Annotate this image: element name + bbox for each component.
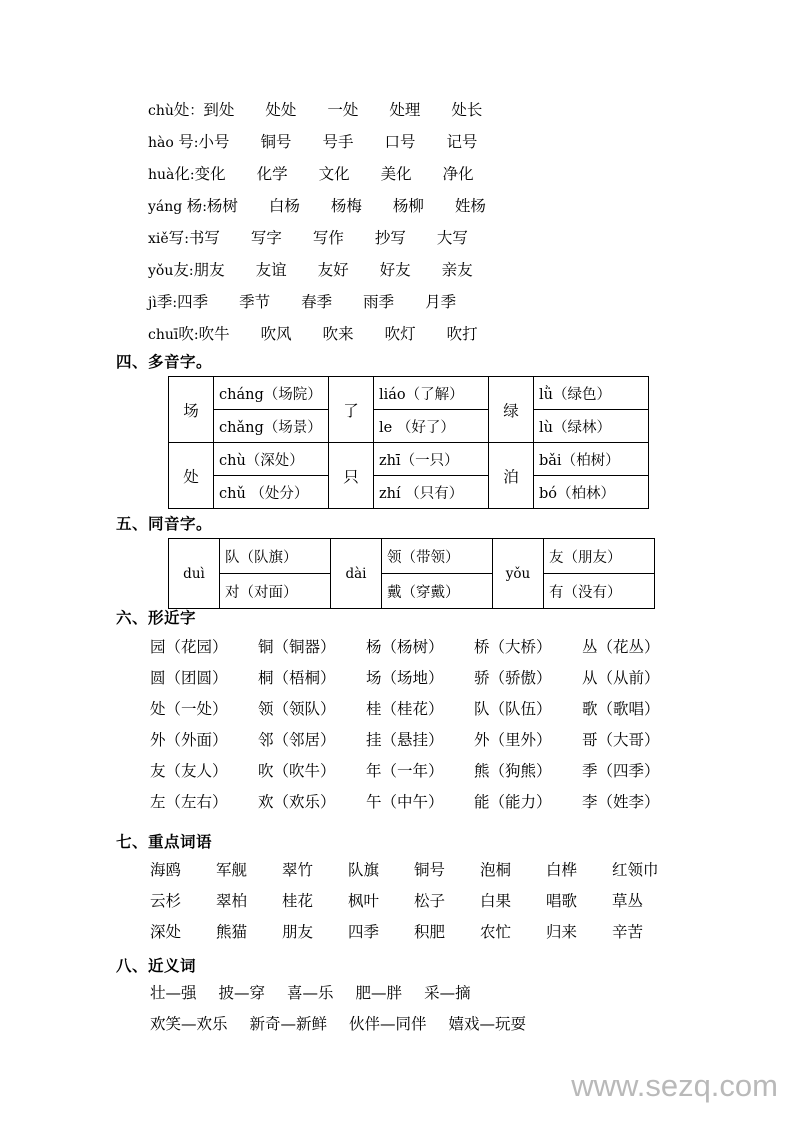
xingjinzi-item: 李（姓李） [582,793,660,811]
synonyms-block [150,978,670,1040]
xingjinzi-item: 能（能力） [474,793,552,811]
keyword-item: 翠竹 [282,861,314,879]
duoyinzi-reading: chù（深处） [214,443,329,476]
xingjinzi-item: 熊（狗熊） [474,762,552,780]
xingjinzi-item: 从（从前） [582,669,660,687]
duoyinzi-reading: liáo（了解） [374,377,489,410]
synonyms-row [150,1009,670,1040]
keyword-item: 唱歌 [546,892,578,910]
keyword-item: 海鸥 [150,861,182,879]
pinyin-label: chù处： [148,101,204,119]
tongyinzi-char: 队（队旗） [220,539,331,574]
synonym-pair: 新奇—新鲜 [249,1015,328,1033]
duoyinzi-reading: cháng（场院） [214,377,329,410]
pinyin-row [148,126,708,158]
duoyinzi-reading: lǜ（绿色） [534,377,649,410]
pinyin-row [148,158,708,190]
synonyms-row [150,978,670,1009]
duoyinzi-reading: le （好了） [374,410,489,443]
xingjinzi-item: 外（外面） [150,731,228,749]
pinyin-row [148,94,708,126]
table-row [169,377,649,410]
keyword-item: 铜号 [414,861,446,879]
pinyin-words: 到处 处处 一处 处理 处长 [203,101,483,119]
pinyin-label: yáng 杨: [148,197,207,215]
duoyinzi-char: 只 [329,443,374,509]
duoyinzi-char: 了 [329,377,374,443]
duoyinzi-char: 泊 [489,443,534,509]
tongyinzi-table [168,538,655,609]
pinyin-words: 四季 季节 春季 雨季 月季 [177,293,457,311]
keyword-item: 朋友 [282,923,314,941]
keyword-item: 队旗 [348,861,380,879]
table-row [169,476,649,509]
xingjinzi-item: 歌（歌唱） [582,700,660,718]
synonym-pair: 采—摘 [424,984,471,1002]
keyword-item: 白果 [480,892,512,910]
xingjinzi-item: 季（四季） [582,762,660,780]
xingjinzi-item: 哥（大哥） [582,731,660,749]
duoyinzi-reading: zhí （只有） [374,476,489,509]
xingjinzi-item: 处（一处） [150,700,228,718]
duoyinzi-reading: bǎi（柏树） [534,443,649,476]
section-heading-duoyinzi: 四、多音字。 [116,352,213,371]
duoyinzi-reading: chǎng（场景） [214,410,329,443]
keywords-row [150,855,659,886]
synonym-pair: 披—穿 [218,984,266,1002]
keyword-item: 熊猫 [216,923,248,941]
tongyinzi-pinyin: duì [169,539,220,609]
synonym-pair: 喜—乐 [287,984,334,1002]
xingjinzi-item: 杨（杨树） [366,638,444,656]
section-heading-synonyms: 八、近义词 [116,956,197,975]
keyword-item: 桂花 [282,892,314,910]
xingjinzi-item: 圆（团圆） [150,669,228,687]
keyword-item: 归来 [546,923,578,941]
pinyin-row [148,254,708,286]
xingjinzi-item: 左（左右） [150,793,228,811]
xingjinzi-item: 邻（邻居） [258,731,336,749]
xingjinzi-row [150,663,690,694]
table-row [169,574,655,609]
synonym-pair: 欢笑—欢乐 [150,1015,228,1033]
table-row [169,410,649,443]
site-watermark: www.sezq.com [571,1068,778,1103]
keywords-row [150,886,650,917]
xingjinzi-row [150,632,690,663]
pinyin-row [148,222,708,254]
pinyin-words: 小号 铜号 号手 口号 记号 [198,133,478,151]
table-row [169,539,655,574]
keyword-item: 泡桐 [480,861,512,879]
tongyinzi-char: 有（没有） [544,574,655,609]
keyword-item: 积肥 [414,923,446,941]
keyword-item: 深处 [150,923,182,941]
keyword-item: 枫叶 [348,892,380,910]
keyword-item: 白桦 [546,861,578,879]
keyword-item: 四季 [348,923,380,941]
xingjinzi-item: 铜（铜器） [258,638,336,656]
xingjinzi-grid [150,632,690,818]
duoyinzi-reading: zhī（一只） [374,443,489,476]
table-row [169,443,649,476]
xingjinzi-item: 桐（梧桐） [258,669,336,687]
tongyinzi-pinyin: dài [331,539,382,609]
xingjinzi-item: 年（一年） [366,762,444,780]
duoyinzi-table [168,376,649,509]
duoyinzi-char: 场 [169,377,214,443]
xingjinzi-item: 领（领队） [258,700,336,718]
synonym-pair: 壮—强 [150,984,197,1002]
pinyin-word-list [148,94,708,350]
duoyinzi-char: 绿 [489,377,534,443]
duoyinzi-char: 处 [169,443,214,509]
tongyinzi-char: 戴（穿戴） [382,574,493,609]
keywords-row [150,917,650,948]
keyword-item: 农忙 [480,923,512,941]
keyword-item: 辛苦 [612,923,644,941]
pinyin-words: 书写 写字 写作 抄写 大写 [188,229,468,247]
tongyinzi-pinyin: yǒu [493,539,544,609]
pinyin-words: 朋友 友谊 友好 好友 亲友 [193,261,473,279]
xingjinzi-item: 队（队伍） [474,700,552,718]
duoyinzi-reading: chǔ （处分） [214,476,329,509]
xingjinzi-item: 午（中午） [366,793,444,811]
keyword-item: 军舰 [216,861,248,879]
xingjinzi-row [150,756,690,787]
xingjinzi-row [150,787,690,818]
xingjinzi-item: 桂（桂花） [366,700,444,718]
tongyinzi-char: 对（对面） [220,574,331,609]
xingjinzi-row [150,694,690,725]
keyword-item: 云杉 [150,892,182,910]
xingjinzi-row [150,725,690,756]
pinyin-row [148,318,708,350]
xingjinzi-item: 挂（悬挂） [366,731,444,749]
xingjinzi-item: 外（里外） [474,731,552,749]
keyword-item: 松子 [414,892,446,910]
pinyin-words: 杨树 白杨 杨梅 杨柳 姓杨 [206,197,486,215]
synonym-pair: 伙伴—同伴 [349,1015,427,1033]
pinyin-label: chuī吹: [148,325,199,343]
tongyinzi-char: 友（朋友） [544,539,655,574]
pinyin-words: 变化 化学 文化 美化 净化 [194,165,474,183]
xingjinzi-item: 桥（大桥） [474,638,552,656]
xingjinzi-item: 欢（欢乐） [258,793,336,811]
pinyin-label: xiě写: [148,229,189,247]
keywords-block [150,855,659,948]
keyword-item: 草丛 [612,892,644,910]
pinyin-label: jì季: [148,293,178,311]
duoyinzi-reading: bó（柏林） [534,476,649,509]
pinyin-row [148,286,708,318]
xingjinzi-item: 丛（花丛） [582,638,660,656]
xingjinzi-item: 骄（骄傲） [474,669,552,687]
section-heading-tongyinzi: 五、同音字。 [116,514,213,533]
duoyinzi-reading: lù（绿林） [534,410,649,443]
xingjinzi-item: 友（友人） [150,762,228,780]
pinyin-words: 吹牛 吹风 吹来 吹灯 吹打 [198,325,478,343]
pinyin-label: yǒu友: [148,261,194,279]
synonym-pair: 嬉戏—玩耍 [448,1015,527,1033]
xingjinzi-item: 吹（吹牛） [258,762,336,780]
section-heading-xingjinzi: 六、形近字 [116,608,197,627]
xingjinzi-item: 场（场地） [366,669,444,687]
section-heading-keywords: 七、重点词语 [116,832,213,851]
pinyin-row [148,190,708,222]
keyword-item: 红领巾 [612,861,659,879]
keyword-item: 翠柏 [216,892,248,910]
xingjinzi-item: 园（花园） [150,638,228,656]
pinyin-label: huà化: [148,165,195,183]
pinyin-label: hào 号: [148,133,199,151]
tongyinzi-char: 领（带领） [382,539,493,574]
synonym-pair: 肥—胖 [355,984,403,1002]
